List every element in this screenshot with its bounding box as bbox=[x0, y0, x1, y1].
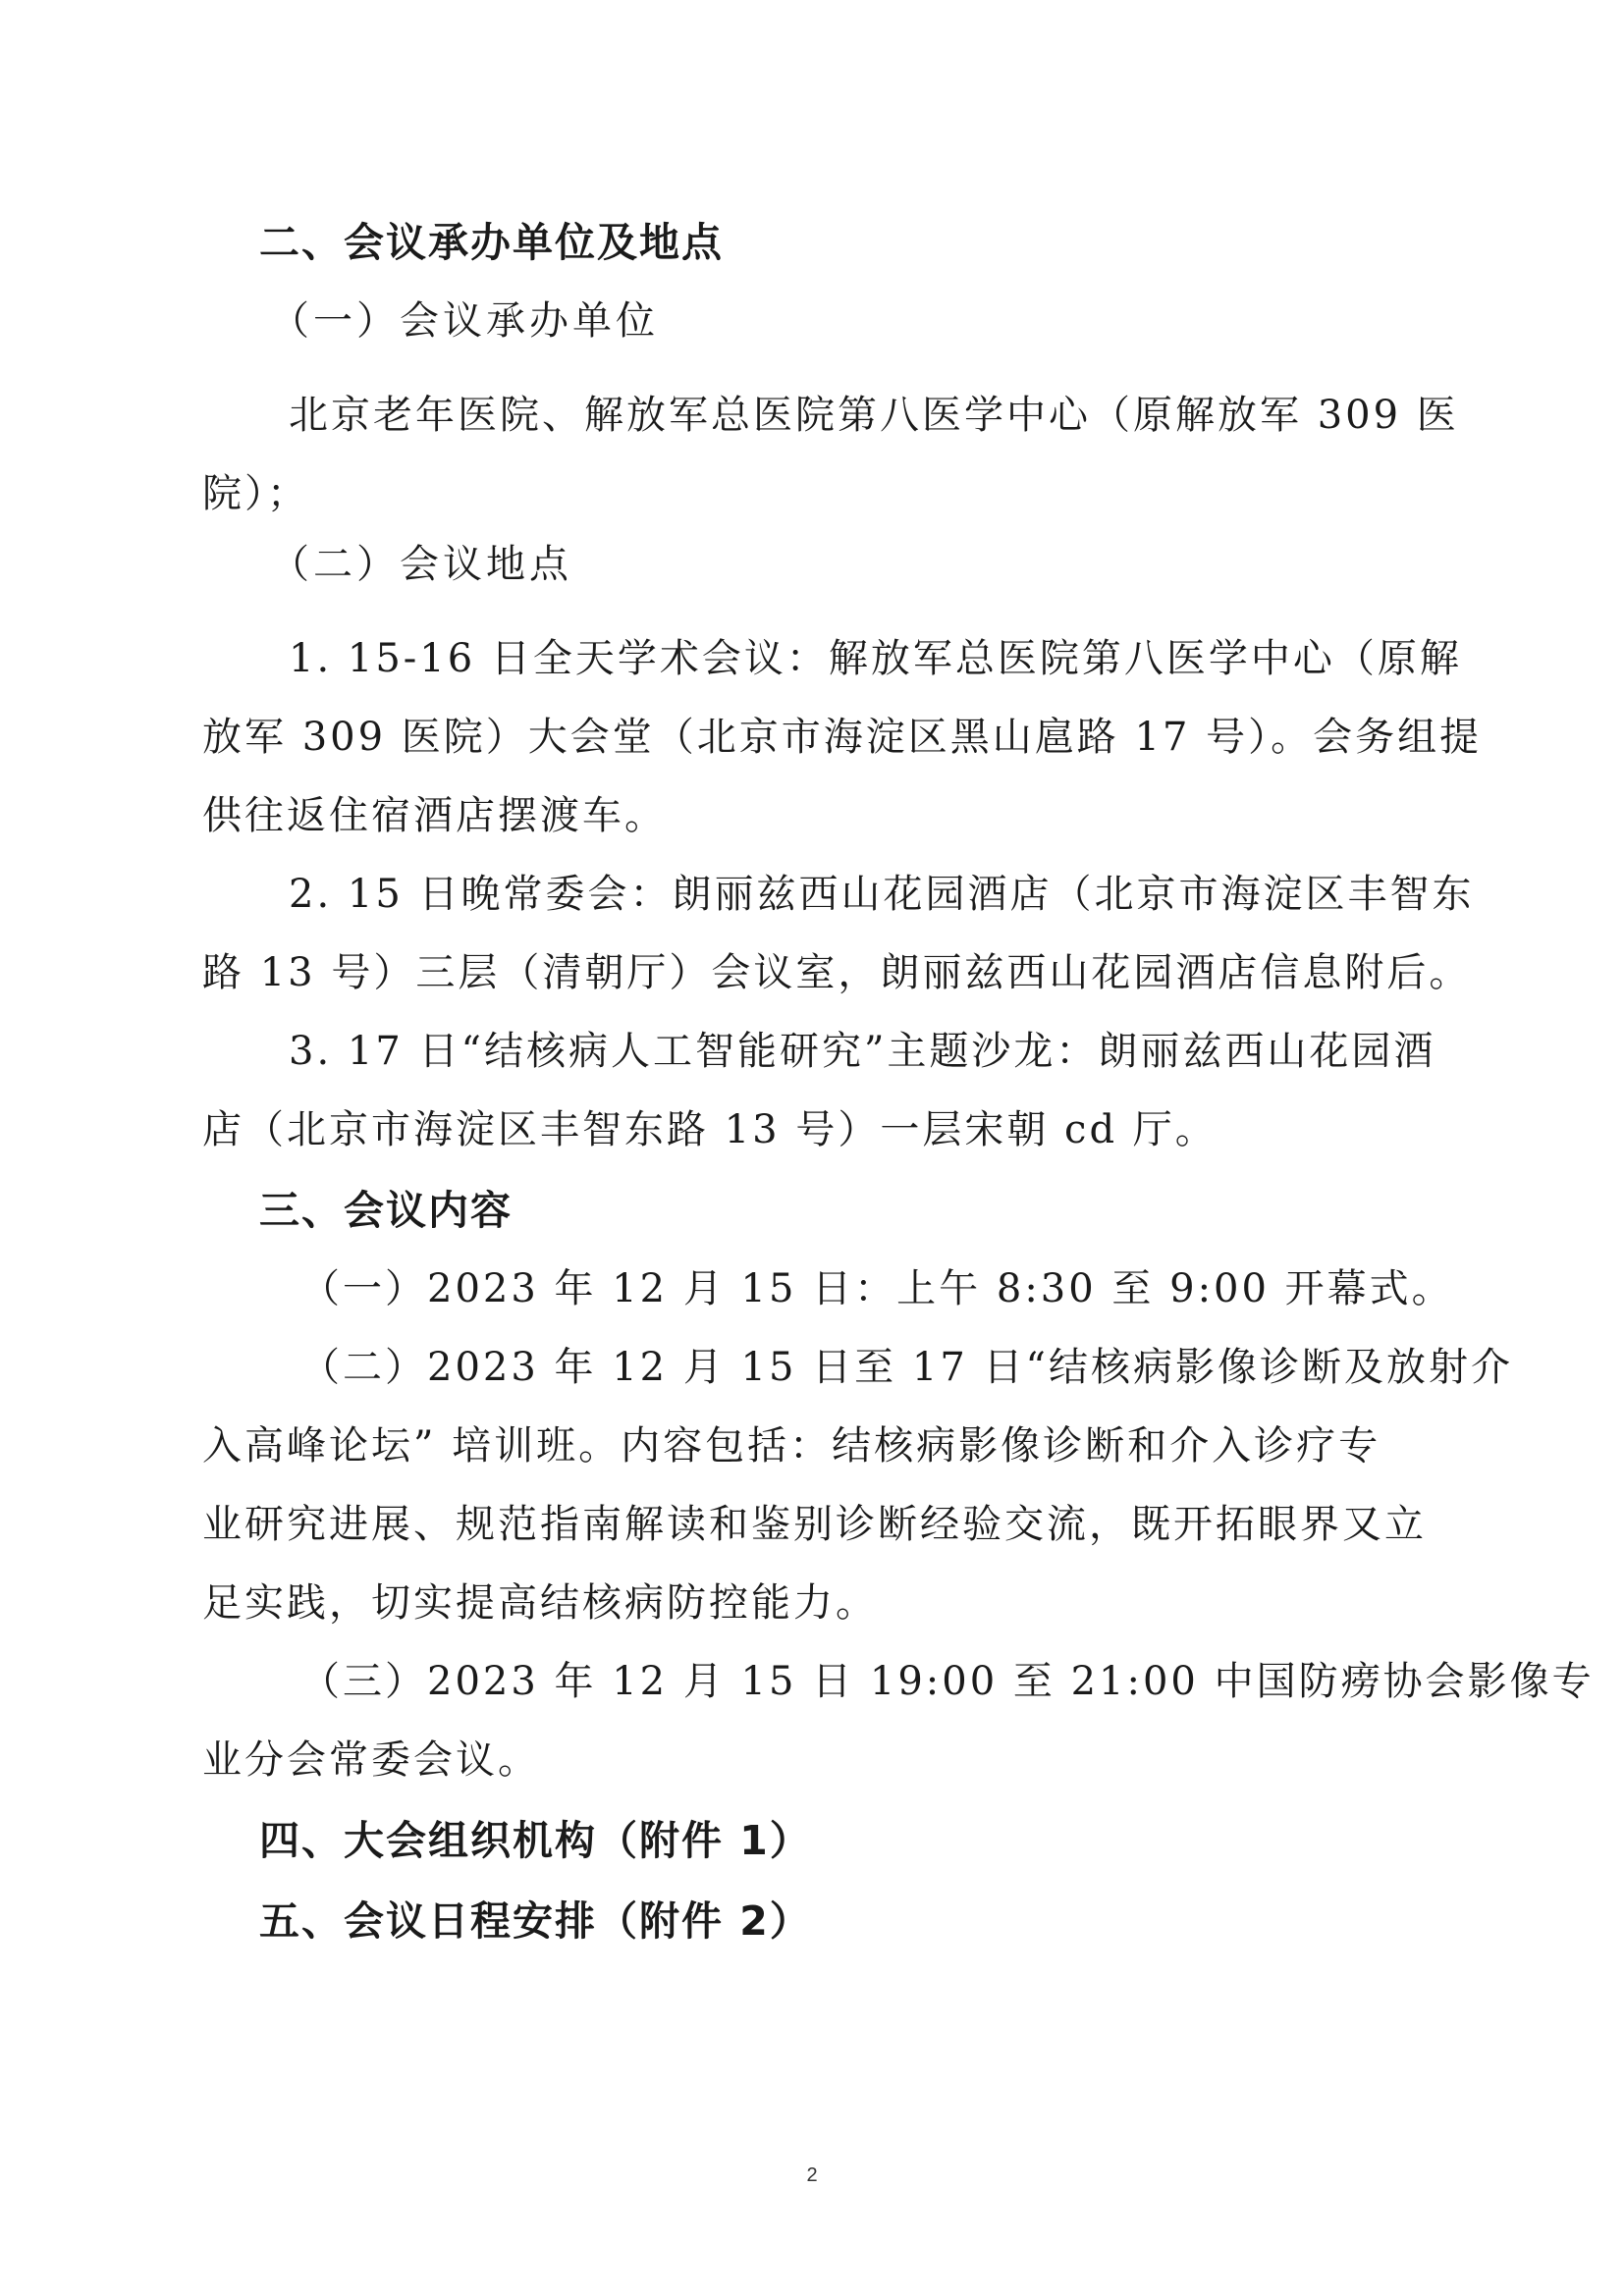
content-item-2-line: 业研究进展、规范指南解读和鉴别诊断经验交流，既开拓眼界又立 bbox=[202, 1502, 1427, 1547]
venue-item-3-line: 3. 17 日“结核病人工智能研究”主题沙龙：朗丽兹西山花园酒 bbox=[289, 1029, 1436, 1074]
subsection-heading-organizer: （一）会议承办单位 bbox=[270, 298, 659, 344]
page-number: 2 bbox=[806, 2164, 818, 2186]
organizer-text-line: 北京老年医院、解放军总医院第八医学中心（原解放军 309 医 bbox=[289, 393, 1459, 438]
section-heading-organizer-venue: 二、会议承办单位及地点 bbox=[259, 219, 724, 266]
section-heading-schedule: 五、会议日程安排（附件 2） bbox=[259, 1897, 812, 1945]
content-item-1-line: （一）2023 年 12 月 15 日：上午 8:30 至 9:00 开幕式。 bbox=[300, 1266, 1454, 1311]
content-item-2-line: 足实践，切实提高结核病防控能力。 bbox=[202, 1580, 878, 1626]
venue-item-1-line: 供往返住宿酒店摆渡车。 bbox=[202, 793, 667, 838]
content-item-2-line: 入高峰论坛” 培训班。内容包括：结核病影像诊断和介入诊疗专 bbox=[202, 1423, 1381, 1468]
organizer-text-line: 院）； bbox=[202, 471, 309, 516]
venue-item-2-line: 路 13 号）三层（清朝厅）会议室，朗丽兹西山花园酒店信息附后。 bbox=[202, 950, 1472, 995]
content-item-3-line: 业分会常委会议。 bbox=[202, 1737, 540, 1783]
venue-item-2-line: 2. 15 日晚常委会：朗丽兹西山花园酒店（北京市海淀区丰智东 bbox=[289, 872, 1475, 917]
venue-item-1-line: 1. 15-16 日全天学术会议：解放军总医院第八医学中心（原解 bbox=[289, 636, 1462, 681]
venue-item-1-line: 放军 309 医院）大会堂（北京市海淀区黑山扈路 17 号）。会务组提 bbox=[202, 715, 1483, 760]
venue-item-3-line: 店（北京市海淀区丰智东路 13 号）一层宋朝 cd 厅。 bbox=[202, 1107, 1218, 1152]
content-item-2-line: （二）2023 年 12 月 15 日至 17 日“结核病影像诊断及放射介 bbox=[300, 1345, 1513, 1390]
subsection-heading-venue: （二）会议地点 bbox=[270, 542, 572, 587]
section-heading-organization: 四、大会组织机构（附件 1） bbox=[259, 1817, 812, 1864]
content-item-3-line: （三）2023 年 12 月 15 日 19:00 至 21:00 中国防痨协会影像专 bbox=[300, 1659, 1595, 1704]
section-heading-content: 三、会议内容 bbox=[259, 1187, 513, 1234]
